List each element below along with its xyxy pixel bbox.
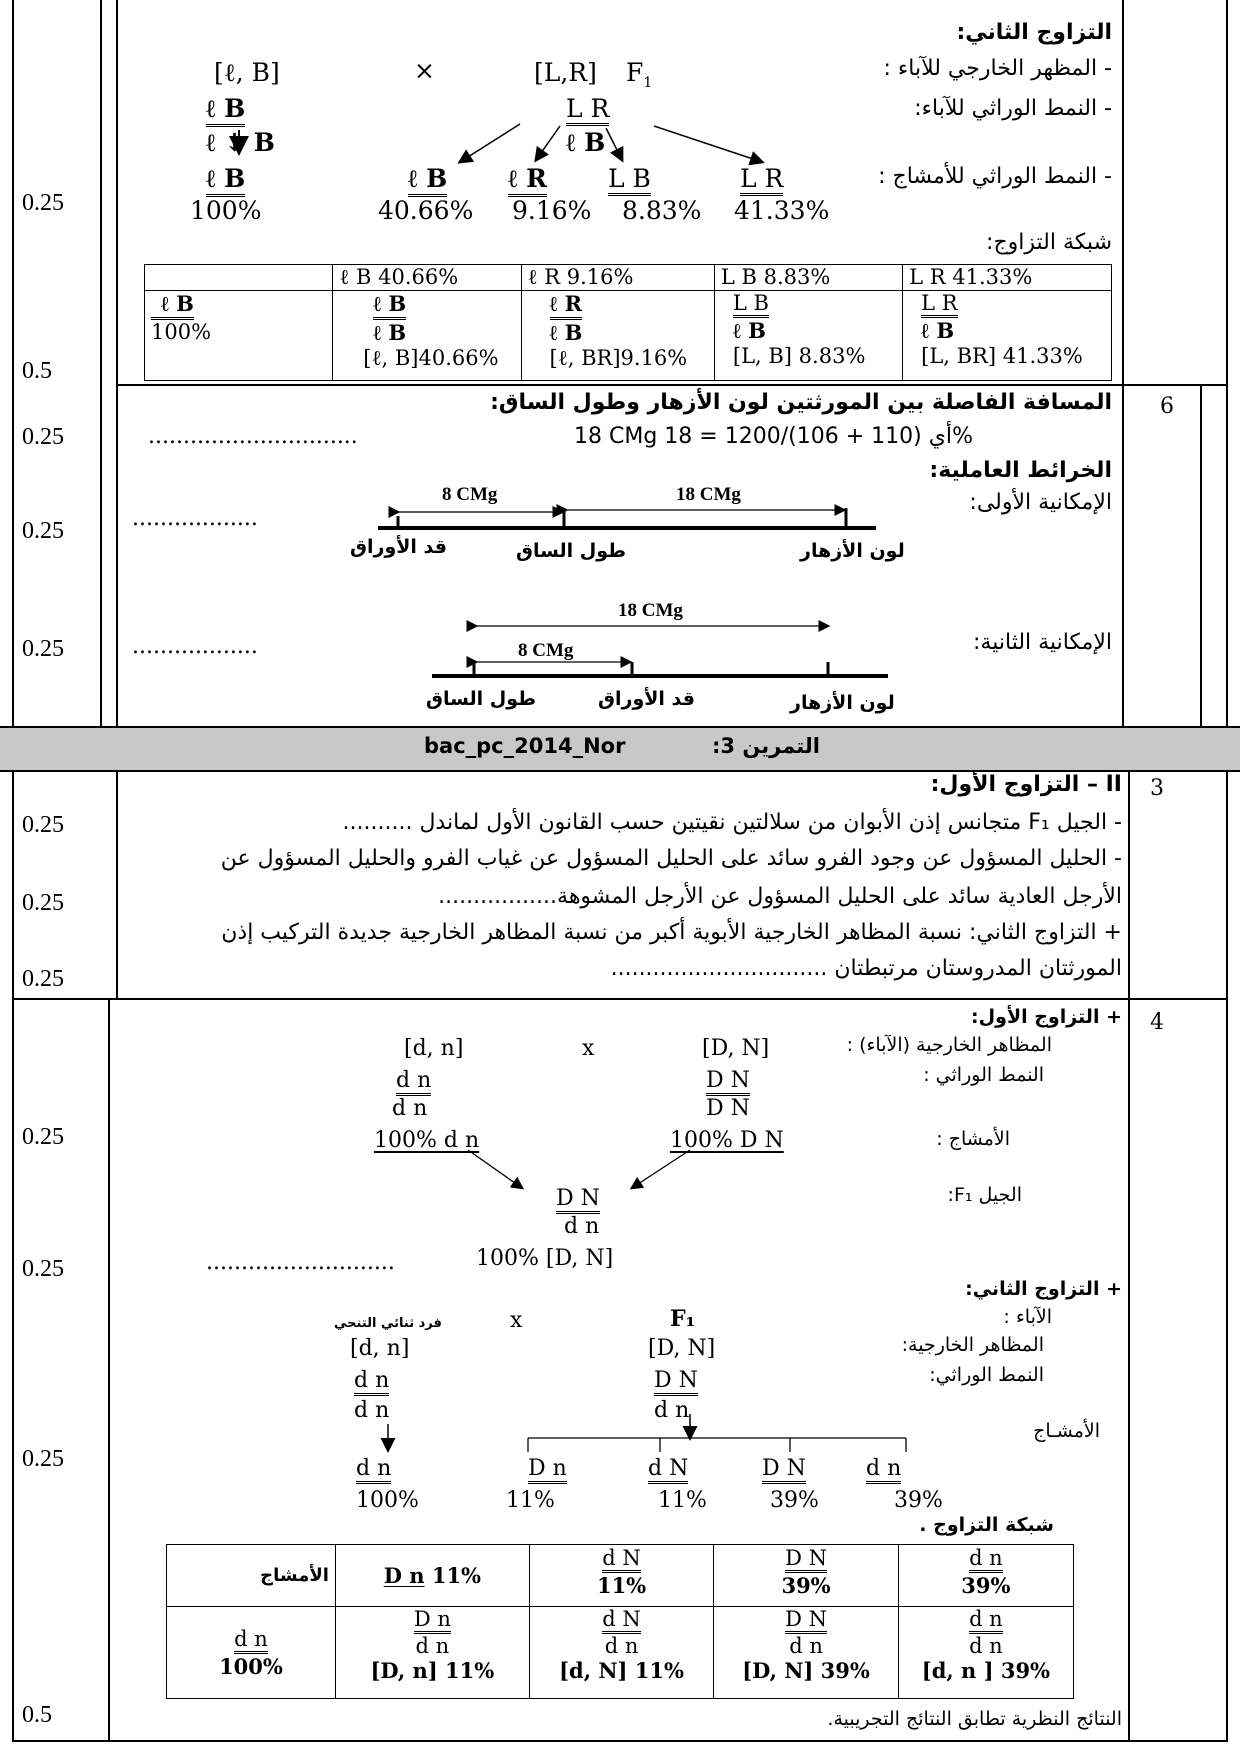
gamete-LB: L B bbox=[608, 164, 651, 196]
gamete-lB: ℓ B bbox=[408, 164, 447, 197]
distance-dots: .............................. bbox=[148, 424, 358, 449]
s4-arrow bbox=[468, 1150, 522, 1188]
s4-gam2-label: الأمشـاج bbox=[1033, 1420, 1100, 1442]
s3-line3: الأرجل العادية سائد على الحليل المسؤول عن الأرجل المشوهة................. bbox=[438, 884, 1122, 909]
grid-header-cell: ℓ B 40.66% bbox=[333, 265, 521, 291]
s4-c2-gam: d N bbox=[648, 1456, 688, 1484]
grid2-cell-bottom: d n bbox=[604, 1634, 639, 1658]
s4-arrow bbox=[632, 1150, 690, 1188]
s4-c2-p2-pheno: [D, N] bbox=[648, 1336, 716, 1361]
grid-cell-top: L B bbox=[733, 291, 769, 318]
genotype-label: - النمط الوراثي للآباء: bbox=[914, 96, 1112, 121]
grid2-cell-top: D n bbox=[414, 1607, 451, 1634]
s4-geno2-label: النمط الوراثي: bbox=[929, 1364, 1044, 1386]
parent1-phenotype: [ℓ, B] bbox=[214, 58, 280, 87]
s4-c2-x: x bbox=[510, 1308, 523, 1333]
f1-subscript: 1 bbox=[643, 75, 653, 91]
grid-cell-top: L R bbox=[921, 291, 957, 318]
s4-c2-gamete1: d n bbox=[356, 1456, 391, 1484]
map2-label-leaf: قد الأوراق bbox=[598, 688, 695, 710]
s4-gamete2-text: 100% D N bbox=[670, 1128, 784, 1153]
grid-row-gamete-pct: 100% bbox=[151, 320, 212, 344]
section-title: التزاوج الثاني: bbox=[956, 20, 1112, 45]
grid2-cell-pheno: [d, n ] 39% bbox=[921, 1658, 1051, 1683]
grid2-head-gamete: D n bbox=[383, 1563, 425, 1588]
grid2-cell-top: D N bbox=[785, 1607, 827, 1634]
s4-pheno-label: المظاهر الخارجية (الآباء) : bbox=[846, 1034, 1052, 1056]
cross-symbol: × bbox=[414, 56, 435, 85]
grid-cell-pheno: [ℓ, BR]9.16% bbox=[549, 346, 688, 370]
gametes-label: - النمط الوراثي للأمشاج : bbox=[878, 164, 1112, 189]
grid2-cell-pheno: [D, N] 39% bbox=[742, 1658, 870, 1683]
arrow-fan bbox=[536, 126, 560, 160]
s4-p1-geno-top: d n bbox=[396, 1068, 431, 1096]
score: 0.25 bbox=[22, 518, 64, 544]
parent1-genotype-top: ℓ B bbox=[206, 94, 245, 127]
question-number: 6 bbox=[1160, 394, 1174, 419]
map1-distance-18: 18 CMg bbox=[676, 484, 741, 505]
option1-label: الإمكانية الأولى: bbox=[969, 490, 1112, 515]
s4-c2-p1-pheno: [d, n] bbox=[350, 1336, 410, 1361]
f1-letter: F bbox=[626, 58, 644, 87]
s4-geno-label: النمط الوراثي : bbox=[923, 1064, 1044, 1086]
exam-code: bac_pc_2014_Nor bbox=[424, 734, 626, 758]
s4-p1-pheno: [d, n] bbox=[404, 1036, 464, 1061]
s4-c2-p1-geno-top: d n bbox=[354, 1368, 389, 1396]
s4-c2-gam: D N bbox=[762, 1456, 806, 1484]
score: 0.25 bbox=[22, 424, 64, 450]
grid-header-cell: ℓ R 9.16% bbox=[521, 265, 714, 291]
grid2-cell-bottom: d n bbox=[415, 1634, 450, 1658]
arrow-fan bbox=[460, 124, 520, 162]
grid2-cell-pheno: [d, N] 11% bbox=[559, 1658, 684, 1683]
s4-c2-gam: d n bbox=[866, 1456, 901, 1484]
s4-c2-gam-pct: 11% bbox=[506, 1488, 555, 1513]
distance-title: المسافة الفاصلة بين المورثتين لون الأزهار وطول الساق: bbox=[490, 390, 1112, 415]
grid-cell-pheno: [ℓ, B]40.66% bbox=[363, 346, 499, 370]
grid-cell-bottom: ℓ B bbox=[921, 318, 955, 343]
grid2-head-pct: 11% bbox=[596, 1573, 647, 1598]
s4-p1-geno-bottom: d n bbox=[392, 1096, 428, 1121]
grid2-head-gamete: d N bbox=[602, 1546, 641, 1573]
distance-formula: 18 CMg أي (110 + 106)/1200 = 18% bbox=[574, 424, 973, 449]
s4-p2-geno-bottom: D N bbox=[706, 1096, 750, 1121]
s4-doubly-recessive: فرد ثنائي التنحي bbox=[334, 1316, 442, 1331]
score: 0.25 bbox=[22, 636, 64, 662]
gamete-LR: L R bbox=[740, 164, 783, 196]
s4-grid-title: شبكة التزاوج . bbox=[919, 1514, 1054, 1536]
gamete-lB-pct: 40.66% bbox=[378, 196, 474, 225]
question-number: 3 bbox=[1150, 776, 1164, 801]
option1-dots: .................. bbox=[132, 506, 258, 531]
s3-title: II – التزاوج الأول: bbox=[930, 772, 1122, 797]
grid2-head-pct: 39% bbox=[781, 1573, 831, 1598]
parent1-genotype-bottom: ℓ ↓ B bbox=[206, 128, 275, 157]
score: 0.5 bbox=[22, 1702, 52, 1728]
s4-parents-label: الآباء : bbox=[1003, 1306, 1052, 1328]
s4-f1-pheno: 100% [D, N] bbox=[476, 1246, 614, 1271]
grid-cell-pheno: [L, B] 8.83% bbox=[732, 344, 866, 368]
s4-p2-pheno: [D, N] bbox=[702, 1036, 770, 1061]
parent2-genotype-top: L R bbox=[566, 94, 609, 126]
grid-cell-bottom: ℓ B bbox=[549, 320, 583, 345]
s4-f1-geno-top: D N bbox=[556, 1186, 600, 1214]
grid2-head-gamete: d n bbox=[969, 1546, 1003, 1573]
s4-c2-gam-pct: 39% bbox=[894, 1488, 943, 1513]
grid-cell-pheno: [L, BR] 41.33% bbox=[921, 344, 1083, 368]
grid-header-cell: L B 8.83% bbox=[714, 265, 902, 291]
grid2-head-label: الأمشاج bbox=[167, 1545, 336, 1607]
grid-cell-top: ℓ R bbox=[550, 291, 583, 320]
exercise-label: التمرين 3: bbox=[712, 734, 820, 758]
maps-title: الخرائط العاملية: bbox=[929, 458, 1112, 483]
s4-c2-p2-geno-bottom: d n bbox=[654, 1398, 690, 1423]
gamete-LB-pct: 8.83% bbox=[622, 196, 702, 225]
s4-c2-gamete1-pct: 100% bbox=[356, 1488, 419, 1513]
s3-line1: - الجيل F₁ متجانس إذن الأبوان من سلالتين نقيتين حسب القانون الأول لماندل .......... bbox=[342, 810, 1122, 835]
s4-c2-p2-geno-top: D N bbox=[654, 1368, 698, 1396]
map1-label-leaf: قد الأوراق bbox=[350, 536, 447, 558]
grid-row-gamete-genotype: ℓ B bbox=[151, 291, 194, 320]
s4-f1-geno-bottom: d n bbox=[564, 1214, 600, 1239]
grid2-head-pct: 39% bbox=[961, 1573, 1011, 1598]
gamete-lR: ℓ R bbox=[508, 164, 547, 197]
s4-p2-geno-top: D N bbox=[706, 1068, 750, 1096]
map2-distance-8: 8 CMg bbox=[518, 640, 574, 661]
map2-label-stem: طول الساق bbox=[426, 688, 537, 710]
grid-cell-top: ℓ B bbox=[373, 291, 406, 320]
grid2-row-gamete-genotype: d n bbox=[234, 1627, 268, 1654]
s4-gam-label: الأمشاج : bbox=[936, 1128, 1010, 1150]
grid2-cell-bottom: d n bbox=[789, 1634, 823, 1658]
score: 0.25 bbox=[22, 190, 64, 216]
grid2-cell-top: d n bbox=[969, 1607, 1003, 1634]
map2-distance-18: 18 CMg bbox=[618, 600, 683, 621]
option2-dots: .................. bbox=[132, 634, 258, 659]
grid-cell-bottom: ℓ B bbox=[732, 318, 766, 343]
gamete-LR-pct: 41.33% bbox=[734, 196, 830, 225]
grid2-row-gamete-pct: 100% bbox=[219, 1653, 283, 1679]
grid-cell-bottom: ℓ B bbox=[373, 320, 407, 345]
score: 0.5 bbox=[22, 358, 52, 384]
arrow-fan bbox=[654, 126, 762, 162]
s4-pheno2-label: المظاهر الخارجية: bbox=[901, 1334, 1044, 1356]
s4-f1-dots: ........................... bbox=[206, 1250, 395, 1275]
gamete-parent1: ℓ B bbox=[206, 164, 245, 197]
s4-c2-gam: D n bbox=[528, 1456, 567, 1484]
question-number: 4 bbox=[1150, 1010, 1164, 1035]
grid2-cell-top: d N bbox=[602, 1607, 641, 1634]
grid-title: شبكة التزاوج: bbox=[986, 230, 1112, 255]
s4-c2-f1: F₁ bbox=[670, 1306, 696, 1332]
map2-label-flower: لون الأزهار bbox=[790, 692, 895, 714]
s4-f1-label: الجيل F₁: bbox=[947, 1184, 1022, 1206]
score: 0.25 bbox=[22, 1256, 64, 1282]
grid-header-cell: L R 41.33% bbox=[903, 265, 1112, 291]
s4-c2-gam-pct: 11% bbox=[658, 1488, 707, 1513]
s3-line5: المورثتان المدروستان مرتبطتان ............................... bbox=[610, 956, 1122, 981]
score: 0.25 bbox=[22, 966, 64, 992]
gamete-lR-pct: 9.16% bbox=[512, 196, 592, 225]
score: 0.25 bbox=[22, 890, 64, 916]
parent2-phenotype: [L,R] bbox=[534, 58, 597, 87]
phenotype-label: - المظهر الخارجي للآباء : bbox=[883, 56, 1112, 81]
map1-label-flower: لون الأزهار bbox=[800, 540, 905, 562]
grid2-cell-bottom: d n bbox=[969, 1634, 1003, 1658]
parent2-genotype-bottom: ℓ B bbox=[566, 128, 606, 157]
s4-x: x bbox=[582, 1036, 595, 1061]
s4-c2-p1-geno-bottom: d n bbox=[354, 1398, 390, 1423]
s4-cross2-title: + التزاوج الثاني: bbox=[965, 1278, 1122, 1300]
s3-line4: + التزاوج الثاني: نسبة المظاهر الخارجية الأبوية أكبر من نسبة المظاهر الخارجية جديدة التركيب إذن bbox=[221, 920, 1122, 945]
s4-gamete1-text: 100% d n bbox=[374, 1128, 480, 1153]
s4-cross1-title: + التزاوج الأول: bbox=[971, 1006, 1122, 1028]
grid2-head-gamete: D N bbox=[785, 1546, 827, 1573]
option2-label: الإمكانية الثانية: bbox=[973, 630, 1112, 655]
grid2-cell-pheno: [D, n] 11% bbox=[370, 1658, 495, 1683]
arrow-fan bbox=[606, 128, 622, 160]
gamete-parent1-pct: 100% bbox=[190, 196, 262, 225]
s4-conclusion: النتائج النظرية تطابق النتائج التجريبية. bbox=[827, 1708, 1122, 1730]
grid2-head-pct: 11% bbox=[431, 1563, 482, 1588]
s4-c2-gam-pct: 39% bbox=[770, 1488, 819, 1513]
map1-distance-8: 8 CMg bbox=[442, 484, 498, 505]
s3-line2: - الحليل المسؤول عن وجود الفرو سائد على الحليل المسؤول عن غياب الفرو والحليل المسؤول عن bbox=[220, 846, 1122, 871]
map1-label-stem: طول الساق bbox=[516, 540, 627, 562]
score: 0.25 bbox=[22, 1446, 64, 1472]
score: 0.25 bbox=[22, 1124, 64, 1150]
score: 0.25 bbox=[22, 812, 64, 838]
